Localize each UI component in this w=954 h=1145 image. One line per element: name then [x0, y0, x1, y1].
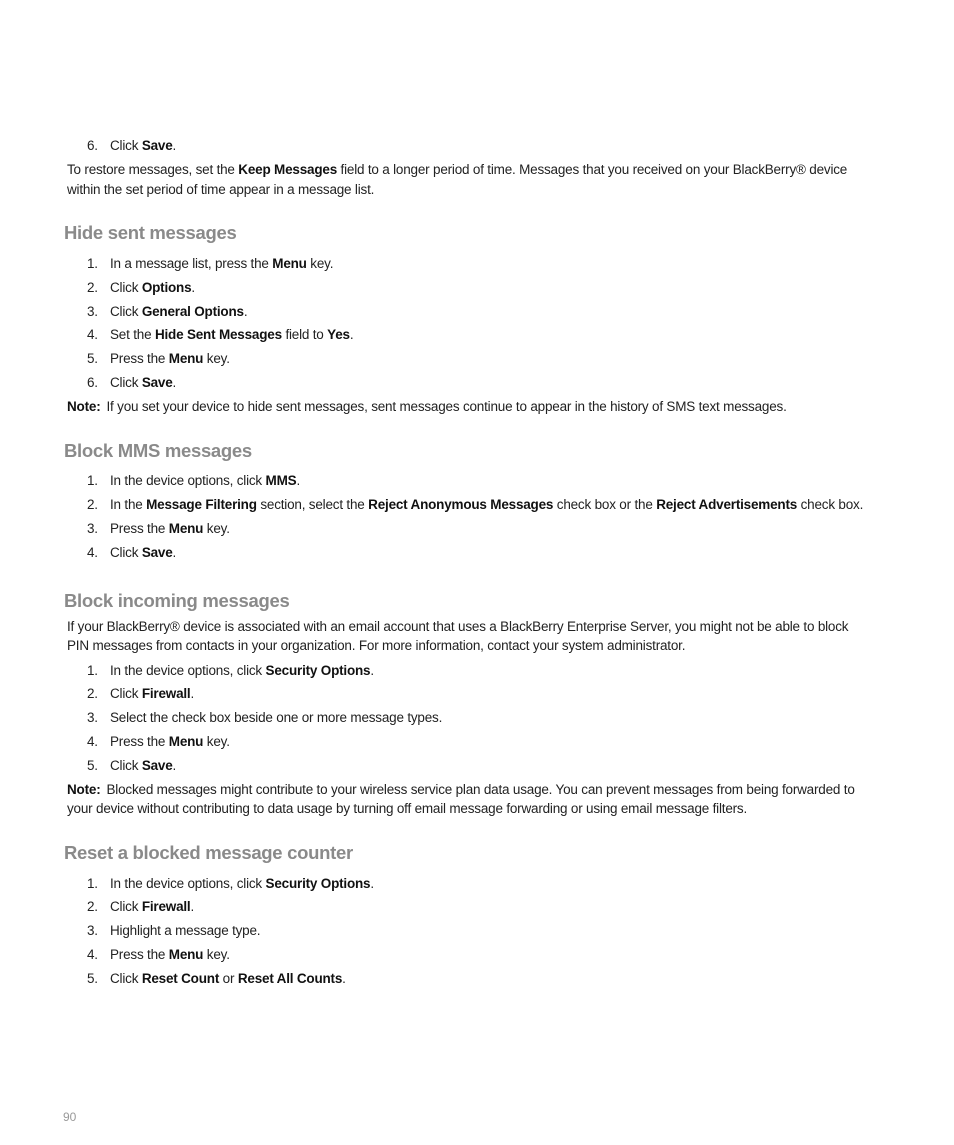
- note: Note: If you set your device to hide sent messages, sent messages continue to appear in the history of SMS text messages.: [67, 399, 787, 414]
- list-item: 3. Press the Menu key.: [87, 521, 230, 536]
- list-item: 4. Set the Hide Sent Messages field to Yes.: [87, 327, 354, 342]
- paragraph: within the set period of time appear in a message list.: [67, 182, 375, 197]
- list-item: 2. Click Firewall.: [87, 686, 195, 701]
- note: Note: Blocked messages might contribute to your wireless service plan data usage. You can prevent messages from being forwarded to: [67, 782, 855, 797]
- list-item: 1. In the device options, click MMS.: [87, 473, 301, 488]
- list-item: 4. Click Save.: [87, 545, 177, 560]
- note-continuation: your device without contributing to data usage by turning off email message forwarding or using email message filters.: [67, 801, 748, 816]
- list-item: 5. Press the Menu key.: [87, 351, 230, 366]
- section-heading: Block MMS messages: [64, 440, 252, 461]
- page-number: 90: [63, 1110, 77, 1124]
- list-item: 5. Click Reset Count or Reset All Counts.: [87, 971, 346, 986]
- list-item: 3. Click General Options.: [87, 304, 248, 319]
- section-heading: Reset a blocked message counter: [64, 842, 353, 863]
- list-item: 2. Click Firewall.: [87, 899, 195, 914]
- paragraph: PIN messages from contacts in your organization. For more information, contact your system administrator.: [67, 638, 686, 653]
- list-item: 3. Highlight a message type.: [87, 923, 261, 938]
- list-item: 4. Press the Menu key.: [87, 947, 230, 962]
- list-item: 6. Click Save.: [87, 138, 177, 153]
- section-heading: Block incoming messages: [64, 590, 290, 611]
- section-heading: Hide sent messages: [64, 222, 237, 243]
- list-item: 1. In a message list, press the Menu key.: [87, 256, 334, 271]
- list-item: 2. Click Options.: [87, 280, 195, 295]
- list-item: 2. In the Message Filtering section, select the Reject Anonymous Messages check box or the Reject Advertisements check box.: [87, 497, 864, 512]
- list-item: 3. Select the check box beside one or more message types.: [87, 710, 443, 725]
- list-item: 1. In the device options, click Security Options.: [87, 663, 374, 678]
- list-item: 5. Click Save.: [87, 758, 177, 773]
- list-item: 6. Click Save.: [87, 375, 177, 390]
- list-item: 4. Press the Menu key.: [87, 734, 230, 749]
- paragraph: To restore messages, set the Keep Messages field to a longer period of time. Messages that you received on your BlackBerry® device: [67, 162, 848, 177]
- paragraph: If your BlackBerry® device is associated with an email account that uses a BlackBerry Enterprise Server, you might not be able to block: [67, 619, 849, 634]
- list-item: 1. In the device options, click Security Options.: [87, 876, 374, 891]
